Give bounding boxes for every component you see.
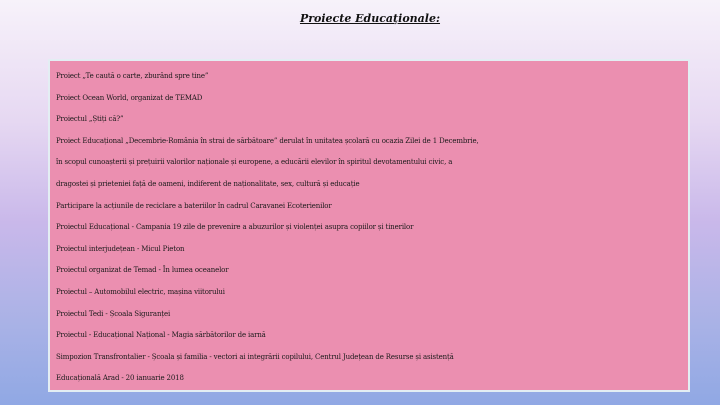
list-item: Proiectul - Educațional Național - Magia sărbătorilor de iarnă <box>56 331 266 340</box>
list-item: Proiect „Te caută o carte, zburând spre tine” <box>56 72 209 80</box>
list-item: Proiectul interjudețean - Micul Pieton <box>56 244 185 253</box>
list-item: Proiect Educațional „Decembrie-România în strai de sărbătoare” derulat în unitatea școlară cu ocazia Zilei de 1 Decembrie, <box>56 136 479 145</box>
content-box <box>48 59 690 392</box>
list-item: Proiectul organizat de Temad - În lumea oceanelor <box>56 266 229 275</box>
list-item: Educațională Arad - 20 ianuarie 2018 <box>56 374 184 383</box>
list-item: în scopul cunoașterii și prețuirii valorilor naționale și europene, a educării elevilor în spiritul devotamentului civic, a <box>56 158 453 167</box>
list-item: Proiectul Educațional - Campania 19 zile de prevenire a abuzurilor și violenței asupra copiilor și tinerilor <box>56 223 414 232</box>
list-item: Proiectul Tedi - Școala Siguranței <box>56 309 171 318</box>
list-item: Simpozion Transfrontalier - Școala și familia - vectori ai integrării copilului, Centrul Județean de Resurse și asistență <box>56 352 454 361</box>
list-item: Proiect Ocean World, organizat de TEMAD <box>56 93 203 102</box>
list-item: Proiectul – Automobilul electric, mașina viitorului <box>56 287 225 296</box>
list-item: Proiectul „Știți că?” <box>56 115 124 124</box>
slide-title: Proiecte Educaționale: <box>299 12 441 25</box>
list-item: Participare la acțiunile de reciclare a bateriilor în cadrul Caravanei Ecoterienilor <box>56 201 332 210</box>
list-item: dragostei și prieteniei față de oameni, indiferent de naționalitate, sex, cultură și educație <box>56 179 360 188</box>
